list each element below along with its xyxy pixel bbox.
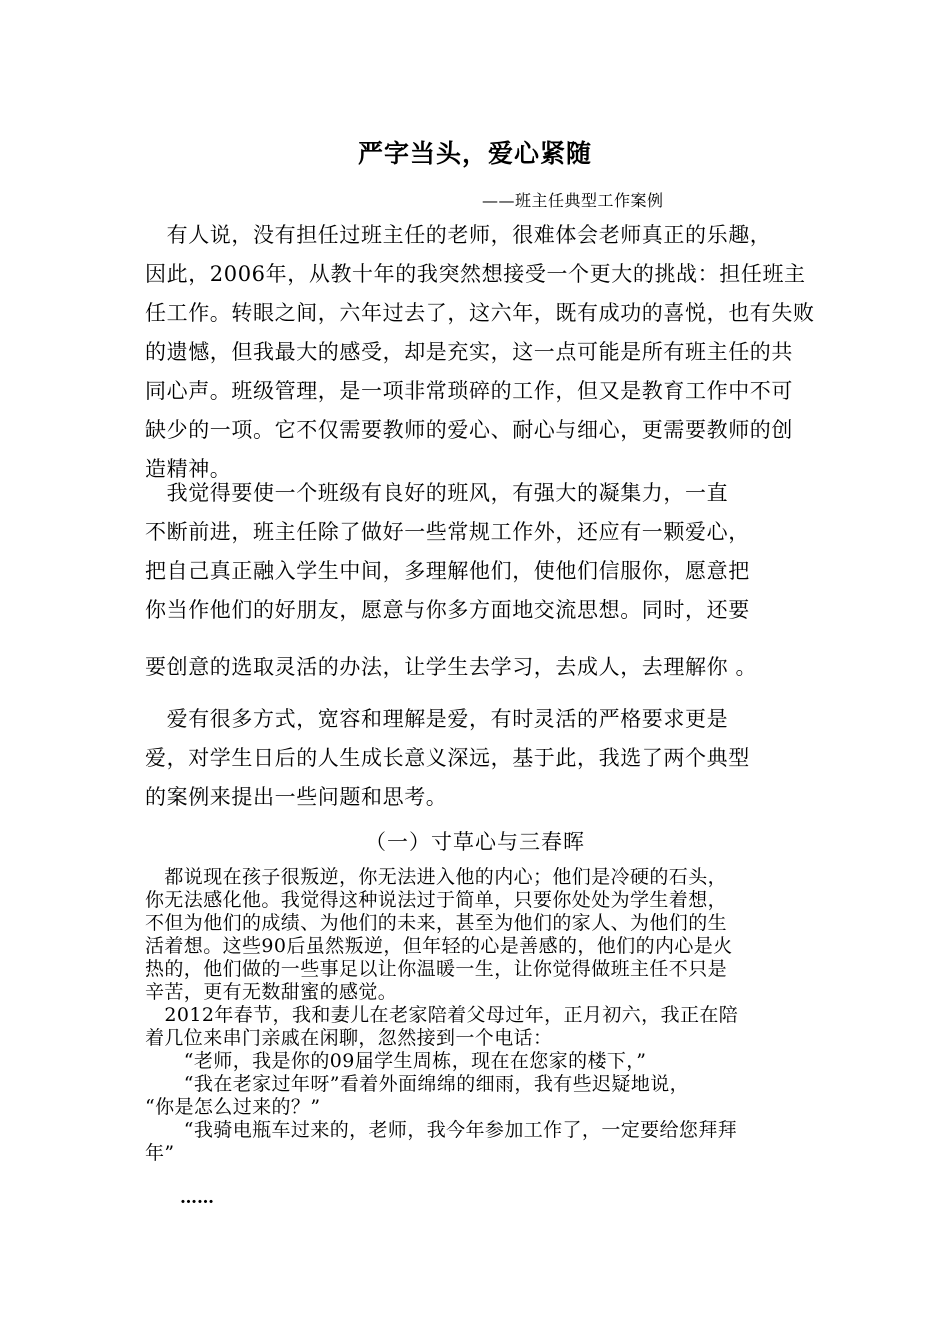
section-1-paragraph-2 [145, 1004, 815, 1050]
intro-paragraph-4 [145, 700, 815, 817]
intro-paragraph-3 [145, 648, 815, 687]
paragraph-line: “老师，我是你的09届学生周栋，现在在您家的楼下，” [145, 1050, 647, 1072]
paragraph-line: 辛苦，更有无数甜蜜的感觉。 [145, 981, 398, 1003]
document-subtitle: ——班主任典型工作案例 [482, 191, 664, 210]
section-heading: （一）寸草心与三春晖 [365, 830, 585, 854]
paragraph-line: 造精神。 [145, 457, 232, 481]
paragraph-line: 因此，2006年，从教十年的我突然想接受一个更大的挑战：担任班主 [145, 262, 806, 286]
dialogue-line-2 [145, 1073, 815, 1119]
paragraph-line: 任工作。转眼之间，六年过去了，这六年，既有成功的喜悦，也有失败 [145, 301, 815, 325]
paragraph-line: 2012年春节，我和妻儿在老家陪着父母过年，正月初六，我正在陪 [145, 1004, 739, 1026]
paragraph-line: 缺少的一项。它不仅需要教师的爱心、耐心与细心，更需要教师的创 [145, 418, 793, 442]
paragraph-line: 都说现在孩子很叛逆，你无法进入他的内心；他们是冷硬的石头， [145, 866, 728, 888]
paragraph-line: 有人说，没有担任过班主任的老师，很难体会老师真正的乐趣， [145, 223, 772, 247]
paragraph-line: 不但为他们的成绩、为他们的未来，甚至为他们的家人、为他们的生 [145, 912, 728, 934]
paragraph-line: 不断前进，班主任除了做好一些常规工作外，还应有一颗爱心， [145, 520, 750, 544]
paragraph-line: “我骑电瓶车过来的，老师，我今年参加工作了，一定要给您拜拜 [145, 1119, 738, 1141]
paragraph-line: 着几位来串门亲戚在闲聊，忽然接到一个电话： [145, 1027, 553, 1049]
paragraph-line: 你无法感化他。我觉得这种说法过于简单，只要你处处为学生着想， [145, 889, 728, 911]
paragraph-line: “我在老家过年呀”看着外面绵绵的细雨，我有些迟疑地说， [145, 1073, 690, 1095]
paragraph-line: 把自己真正融入学生中间，多理解他们，使他们信服你，愿意把 [145, 559, 750, 583]
document-title: 严字当头，爱心紧随 [357, 139, 592, 168]
paragraph-line: 的遗憾，但我最大的感受，却是充实，这一点可能是所有班主任的共 [145, 340, 793, 364]
paragraph-line: 要创意的选取灵活的办法，让学生去学习，去成人，去理解你 。 [145, 655, 758, 679]
paragraph-line: 我觉得要使一个班级有良好的班风，有强大的凝集力，一直 [145, 481, 729, 505]
intro-paragraph-2 [145, 474, 815, 630]
intro-paragraph-1 [145, 216, 815, 489]
paragraph-line: 热的，他们做的一些事足以让你温暖一生，让你觉得做班主任不只是 [145, 958, 728, 980]
paragraph-line: 的案例来提出一些问题和思考。 [145, 785, 448, 809]
dialogue-line-1 [145, 1050, 815, 1073]
paragraph-line: 爱有很多方式，宽容和理解是爱，有时灵活的严格要求更是 [145, 707, 729, 731]
paragraph-line: 爱，对学生日后的人生成长意义深远，基于此，我选了两个典型 [145, 746, 750, 770]
paragraph-line: 年” [145, 1142, 175, 1164]
section-1-paragraph-1 [145, 866, 815, 1004]
paragraph-line: 你当作他们的好朋友，愿意与你多方面地交流思想。同时，还要 [145, 598, 750, 622]
paragraph-line: 同心声。班级管理，是一项非常琐碎的工作，但又是教育工作中不可 [145, 379, 793, 403]
ellipsis: …… [180, 1188, 214, 1208]
paragraph-line: 活着想。这些90后虽然叛逆，但年轻的心是善感的，他们的内心是火 [145, 935, 733, 957]
dialogue-line-3 [145, 1119, 815, 1165]
paragraph-line: “你是怎么过来的？” [145, 1096, 321, 1118]
